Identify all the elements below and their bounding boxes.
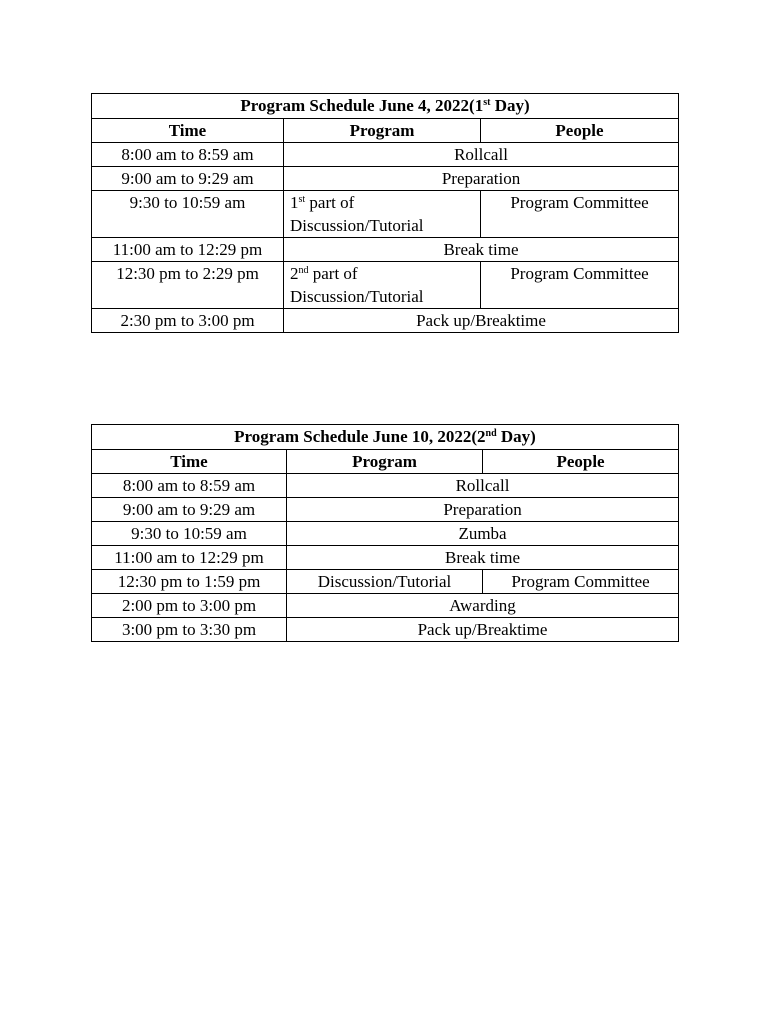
time-cell: 9:00 am to 9:29 am [92,498,287,522]
time-cell: 9:30 to 10:59 am [92,522,287,546]
table-row [92,498,679,522]
people-cell: Program Committee [483,570,679,594]
header-time: Time [92,450,287,474]
header-row [92,450,679,474]
table-row [92,309,679,333]
header-people: People [481,119,679,143]
time-cell: 8:00 am to 8:59 am [92,474,287,498]
time-cell: 11:00 am to 12:29 pm [92,546,287,570]
schedule-table-day-2 [91,424,679,642]
table-row [92,594,679,618]
program-cell: Pack up/Breaktime [287,618,679,642]
table-row [92,262,679,309]
table-row [92,522,679,546]
program-cell: Discussion/Tutorial [287,570,483,594]
time-cell: 2:30 pm to 3:00 pm [92,309,284,333]
program-cell: 1st part of Discussion/Tutorial [284,191,481,238]
program-cell: Break time [284,238,679,262]
program-cell: 2nd part of Discussion/Tutorial [284,262,481,309]
time-cell: 2:00 pm to 3:00 pm [92,594,287,618]
table-row [92,570,679,594]
schedule-table-day-1 [91,93,679,333]
time-cell: 8:00 am to 8:59 am [92,143,284,167]
header-time: Time [92,119,284,143]
table-row [92,546,679,570]
header-row [92,119,679,143]
program-cell: Preparation [284,167,679,191]
table-title: Program Schedule June 10, 2022(2nd Day) [92,425,679,450]
people-cell: Program Committee [481,262,679,309]
time-cell: 3:00 pm to 3:30 pm [92,618,287,642]
people-cell: Program Committee [481,191,679,238]
program-cell: Rollcall [284,143,679,167]
header-program: Program [287,450,483,474]
table-row [92,191,679,238]
program-cell: Preparation [287,498,679,522]
program-cell: Break time [287,546,679,570]
header-people: People [483,450,679,474]
table-row [92,238,679,262]
program-cell: Zumba [287,522,679,546]
table-title-row [92,425,679,450]
table-row [92,143,679,167]
time-cell: 9:00 am to 9:29 am [92,167,284,191]
table-row [92,618,679,642]
header-program: Program [284,119,481,143]
time-cell: 12:30 pm to 1:59 pm [92,570,287,594]
program-cell: Awarding [287,594,679,618]
table-row [92,474,679,498]
time-cell: 12:30 pm to 2:29 pm [92,262,284,309]
table-title-row [92,94,679,119]
time-cell: 9:30 to 10:59 am [92,191,284,238]
table-row [92,167,679,191]
time-cell: 11:00 am to 12:29 pm [92,238,284,262]
table-title: Program Schedule June 4, 2022(1st Day) [92,94,679,119]
program-cell: Rollcall [287,474,679,498]
program-cell: Pack up/Breaktime [284,309,679,333]
